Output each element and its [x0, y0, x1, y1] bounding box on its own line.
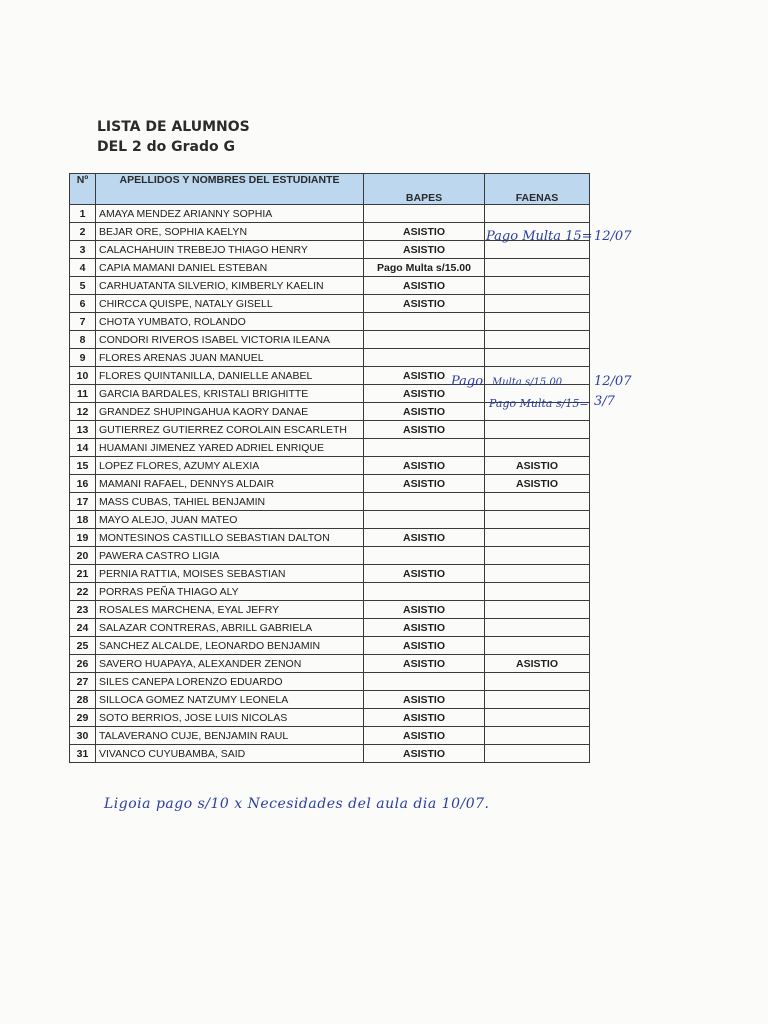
bapes-status	[364, 493, 485, 511]
student-name: SALAZAR CONTRERAS, ABRILL GABRIELA	[96, 619, 364, 637]
student-name: HUAMANI JIMENEZ YARED ADRIEL ENRIQUE	[96, 439, 364, 457]
table-row	[70, 709, 590, 727]
faenas-status	[485, 565, 590, 583]
faenas-status: ASISTIO	[485, 655, 590, 673]
faenas-status	[485, 637, 590, 655]
row-number: 23	[70, 601, 96, 619]
student-name: GARCIA BARDALES, KRISTALI BRIGHITTE	[96, 385, 364, 403]
student-name: FLORES QUINTANILLA, DANIELLE ANABEL	[96, 367, 364, 385]
bapes-status: ASISTIO	[364, 529, 485, 547]
table-row	[70, 313, 590, 331]
bapes-status	[364, 331, 485, 349]
student-name: GUTIERREZ GUTIERREZ COROLAIN ESCARLETH	[96, 421, 364, 439]
bapes-status	[364, 511, 485, 529]
handwritten-bottom-note: Ligoia pago s/10 x Necesidades del aula dia 10/07.	[104, 796, 490, 812]
student-name: CALACHAHUIN TREBEJO THIAGO HENRY	[96, 241, 364, 259]
student-name: LOPEZ FLORES, AZUMY ALEXIA	[96, 457, 364, 475]
table-header-row	[70, 174, 590, 205]
bapes-status: ASISTIO	[364, 691, 485, 709]
table-row	[70, 421, 590, 439]
bapes-status: ASISTIO	[364, 745, 485, 763]
handwritten-note-row2: Pago Multa 15=	[486, 229, 593, 244]
student-name: SANCHEZ ALCALDE, LEONARDO BENJAMIN	[96, 637, 364, 655]
row-number: 7	[70, 313, 96, 331]
row-number: 3	[70, 241, 96, 259]
student-rows	[70, 205, 590, 763]
faenas-status	[485, 493, 590, 511]
table-row	[70, 295, 590, 313]
faenas-status	[485, 349, 590, 367]
bapes-status	[364, 205, 485, 223]
row-number: 10	[70, 367, 96, 385]
faenas-status	[485, 601, 590, 619]
bapes-status: ASISTIO	[364, 403, 485, 421]
row-number: 19	[70, 529, 96, 547]
student-name: CHOTA YUMBATO, ROLANDO	[96, 313, 364, 331]
table-row	[70, 349, 590, 367]
student-name: PAWERA CASTRO LIGIA	[96, 547, 364, 565]
handwritten-note-row11: Pago Multa s/15=	[489, 397, 589, 410]
student-name: BEJAR ORE, SOPHIA KAELYN	[96, 223, 364, 241]
row-number: 11	[70, 385, 96, 403]
bapes-status: ASISTIO	[364, 367, 485, 385]
faenas-status	[485, 439, 590, 457]
row-number: 2	[70, 223, 96, 241]
student-name: CAPIA MAMANI DANIEL ESTEBAN	[96, 259, 364, 277]
table-row	[70, 583, 590, 601]
bapes-status: ASISTIO	[364, 601, 485, 619]
row-number: 25	[70, 637, 96, 655]
student-name: MAYO ALEJO, JUAN MATEO	[96, 511, 364, 529]
row-number: 13	[70, 421, 96, 439]
faenas-status	[485, 277, 590, 295]
row-number: 17	[70, 493, 96, 511]
row-number: 30	[70, 727, 96, 745]
faenas-status: ASISTIO	[485, 457, 590, 475]
header-bapes: BAPES	[364, 174, 485, 205]
table-row	[70, 655, 590, 673]
table-row	[70, 475, 590, 493]
bapes-status: ASISTIO	[364, 619, 485, 637]
student-name: TALAVERANO CUJE, BENJAMIN RAUL	[96, 727, 364, 745]
faenas-status	[485, 511, 590, 529]
student-name: SOTO BERRIOS, JOSE LUIS NICOLAS	[96, 709, 364, 727]
student-name: SILES CANEPA LORENZO EDUARDO	[96, 673, 364, 691]
table-row	[70, 493, 590, 511]
row-number: 8	[70, 331, 96, 349]
table-row	[70, 511, 590, 529]
faenas-status	[485, 259, 590, 277]
title-line-1: LISTA DE ALUMNOS	[97, 119, 250, 135]
student-name: FLORES ARENAS JUAN MANUEL	[96, 349, 364, 367]
student-name: SILLOCA GOMEZ NATZUMY LEONELA	[96, 691, 364, 709]
faenas-status	[485, 205, 590, 223]
row-number: 29	[70, 709, 96, 727]
faenas-status	[485, 295, 590, 313]
row-number: 1	[70, 205, 96, 223]
bapes-status: ASISTIO	[364, 565, 485, 583]
table-row	[70, 637, 590, 655]
table-row	[70, 745, 590, 763]
table-row	[70, 205, 590, 223]
document-title	[97, 117, 250, 157]
bapes-status: ASISTIO	[364, 421, 485, 439]
handwritten-date-row11: 3/7	[594, 394, 615, 409]
faenas-status	[485, 619, 590, 637]
title-line-2: DEL 2 do Grado G	[97, 139, 235, 155]
row-number: 27	[70, 673, 96, 691]
row-number: 12	[70, 403, 96, 421]
bapes-status: ASISTIO	[364, 295, 485, 313]
student-name: PORRAS PEÑA THIAGO ALY	[96, 583, 364, 601]
student-name: MAMANI RAFAEL, DENNYS ALDAIR	[96, 475, 364, 493]
table-row	[70, 547, 590, 565]
student-name: GRANDEZ SHUPINGAHUA KAORY DANAE	[96, 403, 364, 421]
handwritten-note-row10-b: Multa s/15.00	[492, 377, 563, 388]
student-name: AMAYA MENDEZ ARIANNY SOPHIA	[96, 205, 364, 223]
row-number: 6	[70, 295, 96, 313]
faenas-status	[485, 691, 590, 709]
student-name: ROSALES MARCHENA, EYAL JEFRY	[96, 601, 364, 619]
bapes-status: ASISTIO	[364, 655, 485, 673]
bapes-status	[364, 547, 485, 565]
student-name: CARHUATANTA SILVERIO, KIMBERLY KAELIN	[96, 277, 364, 295]
row-number: 22	[70, 583, 96, 601]
table-row	[70, 529, 590, 547]
faenas-status	[485, 583, 590, 601]
bapes-status	[364, 583, 485, 601]
row-number: 28	[70, 691, 96, 709]
student-name: PERNIA RATTIA, MOISES SEBASTIAN	[96, 565, 364, 583]
row-number: 15	[70, 457, 96, 475]
table-row	[70, 259, 590, 277]
row-number: 31	[70, 745, 96, 763]
row-number: 26	[70, 655, 96, 673]
row-number: 4	[70, 259, 96, 277]
header-student-name: APELLIDOS Y NOMBRES DEL ESTUDIANTE	[96, 174, 364, 205]
bapes-status	[364, 439, 485, 457]
table-row	[70, 439, 590, 457]
student-name: CONDORI RIVEROS ISABEL VICTORIA ILEANA	[96, 331, 364, 349]
bapes-status: ASISTIO	[364, 637, 485, 655]
bapes-status: ASISTIO	[364, 385, 485, 403]
student-name: VIVANCO CUYUBAMBA, SAID	[96, 745, 364, 763]
faenas-status	[485, 331, 590, 349]
bapes-status	[364, 673, 485, 691]
bapes-status: ASISTIO	[364, 475, 485, 493]
table-row	[70, 457, 590, 475]
student-name: SAVERO HUAPAYA, ALEXANDER ZENON	[96, 655, 364, 673]
handwritten-date-row10: 12/07	[594, 374, 632, 389]
row-number: 24	[70, 619, 96, 637]
row-number: 9	[70, 349, 96, 367]
faenas-status	[485, 421, 590, 439]
student-table	[69, 173, 590, 763]
bapes-status: ASISTIO	[364, 457, 485, 475]
faenas-status	[485, 313, 590, 331]
row-number: 18	[70, 511, 96, 529]
row-number: 16	[70, 475, 96, 493]
table-row	[70, 727, 590, 745]
student-name: CHIRCCA QUISPE, NATALY GISELL	[96, 295, 364, 313]
faenas-status	[485, 727, 590, 745]
row-number: 20	[70, 547, 96, 565]
table-row	[70, 673, 590, 691]
table-row	[70, 601, 590, 619]
bapes-status: ASISTIO	[364, 727, 485, 745]
bapes-status: ASISTIO	[364, 277, 485, 295]
bapes-status: ASISTIO	[364, 223, 485, 241]
header-faenas: FAENAS	[485, 174, 590, 205]
faenas-status	[485, 547, 590, 565]
row-number: 14	[70, 439, 96, 457]
faenas-status	[485, 709, 590, 727]
table-row	[70, 565, 590, 583]
bapes-status	[364, 313, 485, 331]
handwritten-note-row10-a: Pago	[451, 374, 484, 389]
table-row	[70, 691, 590, 709]
student-name: MASS CUBAS, TAHIEL BENJAMIN	[96, 493, 364, 511]
header-number: Nº	[70, 174, 96, 205]
faenas-status	[485, 745, 590, 763]
table-row	[70, 619, 590, 637]
faenas-status: ASISTIO	[485, 475, 590, 493]
bapes-status: Pago Multa s/15.00	[364, 259, 485, 277]
handwritten-date-row2: 12/07	[594, 229, 632, 244]
row-number: 5	[70, 277, 96, 295]
faenas-status	[485, 529, 590, 547]
faenas-status	[485, 673, 590, 691]
bapes-status	[364, 349, 485, 367]
table-row	[70, 277, 590, 295]
student-name: MONTESINOS CASTILLO SEBASTIAN DALTON	[96, 529, 364, 547]
row-number: 21	[70, 565, 96, 583]
bapes-status: ASISTIO	[364, 709, 485, 727]
table-row	[70, 331, 590, 349]
bapes-status: ASISTIO	[364, 241, 485, 259]
